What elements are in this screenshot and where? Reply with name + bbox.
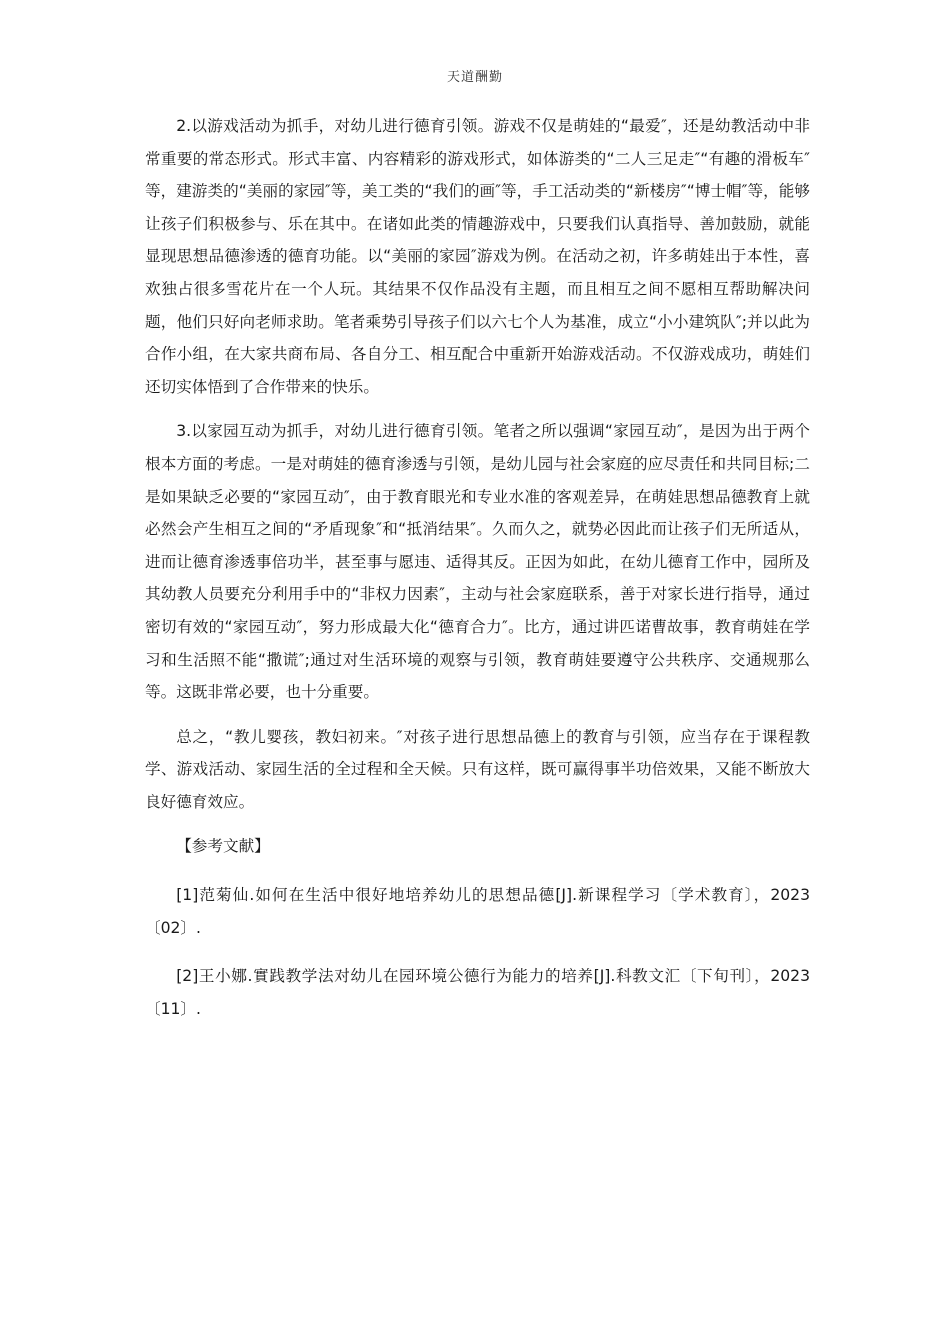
page-header: 天道酬勤: [446, 70, 503, 85]
references-heading: 【参考文献】: [176, 837, 270, 856]
reference-item: [2]王小娜.實践教学法对幼儿在园环境公德行为能力的培养[J].科教文汇〔下旬刊〕，2023〔11〕.: [145, 967, 810, 1018]
reference-item: [1]范菊仙.如何在生活中很好地培养幼儿的思想品德[J].新课程学习〔学术教育〕，2023〔02〕.: [145, 886, 810, 937]
paragraph-game-activities: 2.以游戏活动为抓手，对幼儿进行德育引领。游戏不仅是萌娃的“最爱″，还是幼教活动中非常重要的常态形式。形式丰富、内容精彩的游戏形式，如体游类的“二人三足走″“有趣的滑板车″等，建游类的“美丽的家园″等，美工类的“我们的画″等，手工活动类的“新楼房″“博士帽″等，能够让孩子们积极参与、乐在其中。在诸如此类的情趣游戏中，只要我们认真指导、善加鼓励，就能显现思想品德渗透的德育功能。以“美丽的家园″游戏为例。在活动之初，许多萌娃出于本性，喜欢独占很多雪花片在一个人玩。其结果不仅作品没有主题，而且相互之间不愿相互帮助解决问题，他们只好向老师求助。笔者乘势引导孩子们以六七个人为基准，成立“小小建筑队″;并以此为合作小组，在大家共商布局、各自分工、相互配合中重新开始游戏活动。不仅游戏成功，萌娃们还切实体悟到了合作带来的快乐。: [145, 117, 810, 396]
paragraph-home-school-interaction: 3.以家园互动为抓手，对幼儿进行德育引领。笔者之所以强调“家园互动″，是因为出于两个根本方面的考虑。一是对萌娃的德育渗透与引领，是幼儿园与社会家庭的应尽责任和共同目标;二是如果缺乏必要的“家园互动″，由于教育眼光和专业水准的客观差异，在萌娃思想品德教育上就必然会产生相互之间的“矛盾现象″和“抵消结果″。久而久之，就势必因此而让孩子们无所适从，进而让德育渗透事倍功半，甚至事与愿违、适得其反。正因为如此，在幼儿德育工作中，园所及其幼教人员要充分利用手中的“非权力因素″，主动与社会家庭联系，善于对家长进行指导，通过密切有效的“家园互动″，努力形成最大化“德育合力″。比方，通过讲匹诺曹故事，教育萌娃在学习和生活照不能“撒谎″;通过对生活环境的观察与引领，教育萌娃要遵守公共秩序、交通规那么等。这既非常必要，也十分重要。: [145, 422, 810, 702]
article-body: [145, 110, 810, 1041]
paragraph-conclusion: 总之，“教儿婴孩，教妇初来。″对孩子进行思想品德上的教育与引领，应当存在于课程教学、游戏活动、家园生活的全过程和全天候。只有这样，既可赢得事半功倍效果，又能不断放大良好德育效应。: [145, 727, 810, 811]
